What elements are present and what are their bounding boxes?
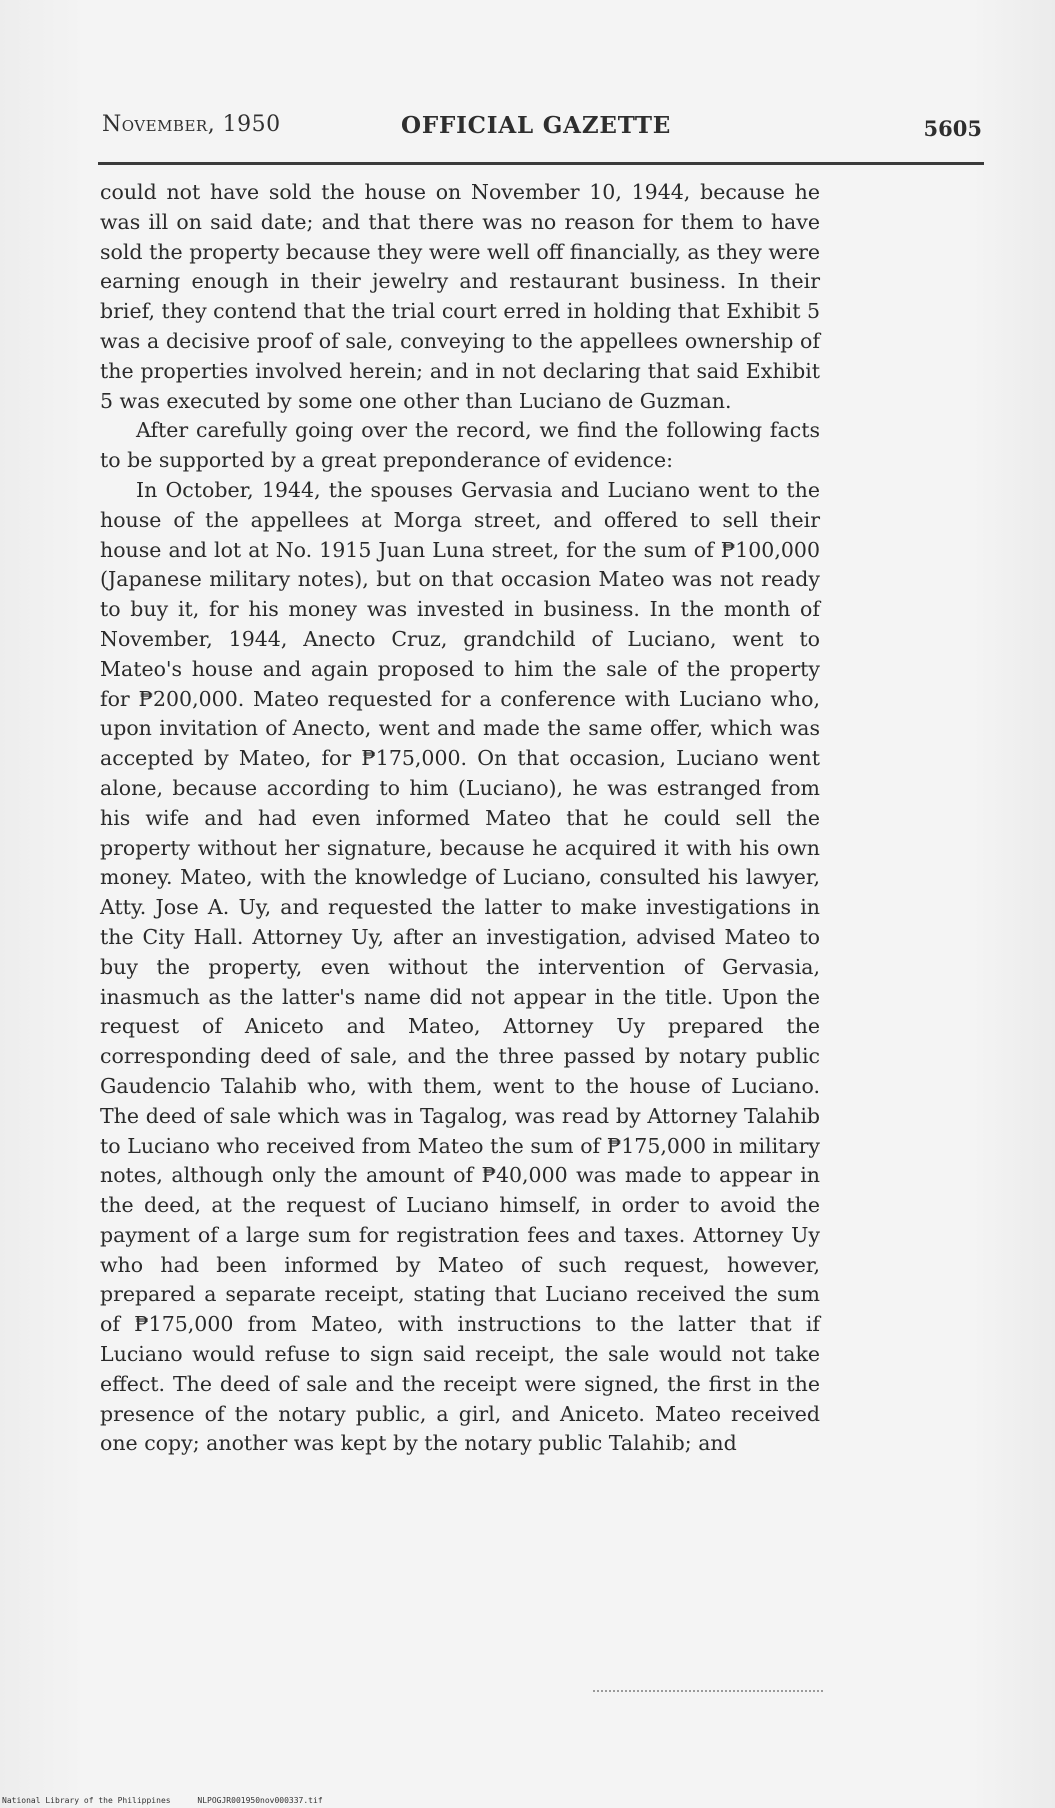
header-rule: [98, 162, 984, 165]
paragraph-facts: In October, 1944, the spouses Gervasia and Luciano went to the house of the appellees at Morga street, and offered to sell their house and lot at No. 1915 Juan Luna street, for the sum of ₱100,000 (Japanese military notes), but on that occasion Mateo was not ready to buy it, for his money was invested in business. In the month of November, 1944, Anecto Cruz, grandchild of Luciano, went to Mateo's house and again proposed to him the sale of the property for ₱200,000. Mateo requested for a conference with Luciano who, upon invitation of Anecto, went and made the same offer, which was accepted by Mateo, for ₱175,000. On that occasion, Luciano went alone, because according to him (Luciano), he was estranged from his wife and had even informed Mateo that he could sell the property without her signature, because he acquired it with his own money. Mateo, with the knowledge of Luciano, consulted his lawyer, Atty. Jose A. Uy, and requested the latter to make investigations in the City Hall. Attorney Uy, after an investigation, advised Mateo to buy the property, even without the intervention of Gervasia, inasmuch as the latter's name did not appear in the title. Upon the request of Aniceto and Mateo, Attorney Uy prepared the corresponding deed of sale, and the three passed by notary public Gaudencio Talahib who, with them, went to the house of Luciano. The deed of sale which was in Tagalog, was read by Attorney Talahib to Luciano who received from Mateo the sum of ₱175,000 in military notes, although only the amount of ₱40,000 was made to appear in the deed, at the request of Luciano himself, in order to avoid the payment of a large sum for registration fees and taxes. Attorney Uy who had been informed by Mateo of such request, however, prepared a separate receipt, stating that Luciano received the sum of ₱175,000 from Mateo, with instructions to the latter that if Luciano would refuse to sign said receipt, the sale would not take effect. The deed of sale and the receipt were signed, the first in the presence of the notary public, a girl, and Aniceto. Mateo received one copy; another was kept by the notary public Talahib; and: [100, 477, 820, 1456]
scan-footer: [2, 1796, 323, 1805]
header-publication-title: OFFICIAL GAZETTE: [401, 112, 672, 139]
page-header: [96, 104, 986, 144]
footer-file-name: NLPOGJR001950nov000337.tif: [197, 1796, 323, 1805]
paragraph-continued: could not have sold the house on November 10, 1944, because he was ill on said date; and that there was no reason for them to have sold the property because they were well off financially, as they were earning enough in their jewelry and restaurant business. In their brief, they contend that the trial court erred in holding that Exhibit 5 was a decisive proof of sale, conveying to the appellees ownership of the properties involved herein; and in not declaring that said Exhibit 5 was executed by some one other than Luciano de Guzman.: [100, 180, 820, 413]
catchword-marks: [593, 1690, 823, 1696]
footer-library: National Library of the Philippines: [2, 1796, 171, 1805]
header-page-number: 5605: [923, 116, 982, 141]
paragraph-findings-intro: After carefully going over the record, we find the following facts to be supported by a great preponderance of evidence:: [100, 418, 820, 473]
body-text: [100, 178, 820, 1459]
header-date: November, 1950: [102, 112, 281, 137]
